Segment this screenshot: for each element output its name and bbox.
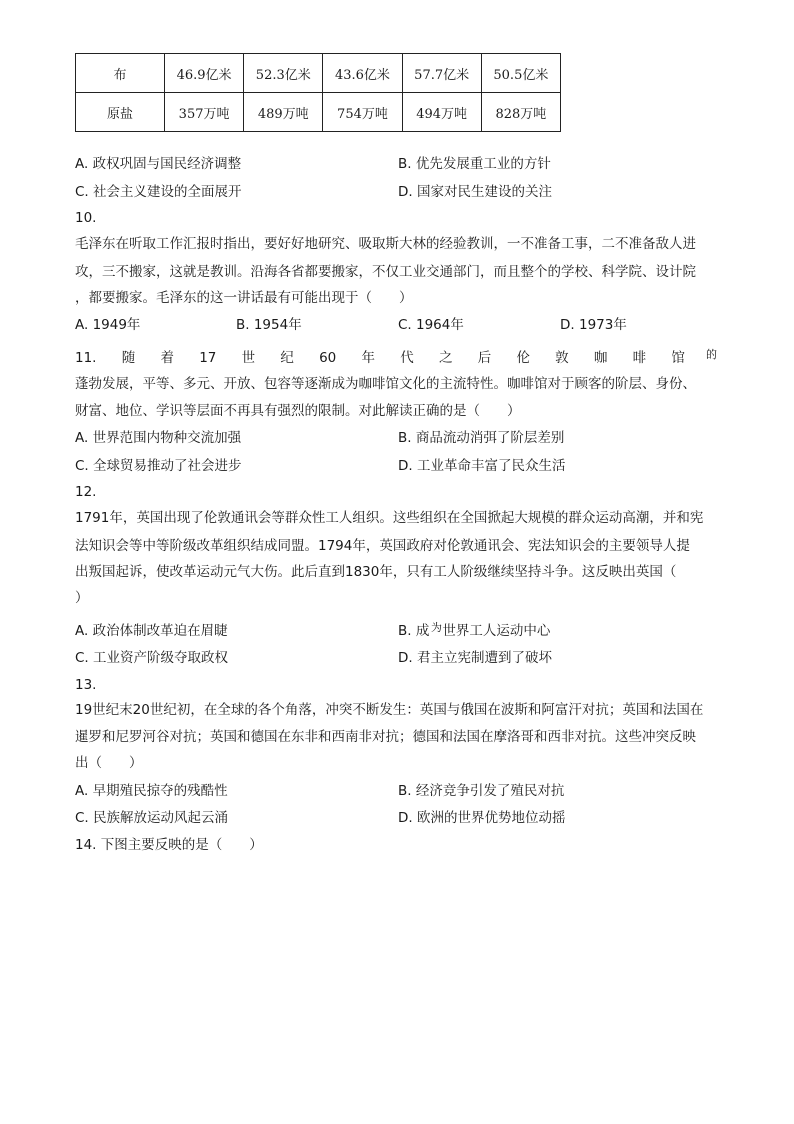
q13-option-a[interactable]: A. 早期殖民掠夺的残酷性 [75,783,228,799]
q11-char: 纪 [280,350,294,366]
q10-number: 10. [75,210,97,226]
table-cell: 828万吨 [481,93,560,132]
table-row [76,54,561,93]
q13-number: 13. [75,677,97,693]
table-cell: 50.5亿米 [481,54,560,93]
q10-option-a[interactable]: A. 1949年 [75,317,141,333]
q9-option-b[interactable]: B. 优先发展重工业的方针 [398,156,551,172]
q11-char: 伦 [516,350,530,366]
q11-char: 60 [319,350,337,366]
q13-option-c[interactable]: C. 民族解放运动风起云涌 [75,810,229,826]
q10-stem-line: ，都要搬家。毛泽东的这一讲话最有可能出现于（ ） [75,290,413,306]
q12-option-b[interactable] [398,621,550,641]
q11-stem-line: 蓬勃发展，平等、多元、开放、包容等逐渐成为咖啡馆文化的主流特性。咖啡馆对于顾客的阶层、身份、 [75,376,696,392]
q14-stem: 14. 下图主要反映的是（ ） [75,837,263,853]
q13-stem-line: 出（ ） [75,755,143,771]
q11-char: 馆 [671,350,685,366]
data-table [75,53,561,132]
table-cell: 52.3亿米 [244,54,323,93]
q11-char: 之 [438,350,453,366]
q10-stem-line: 毛泽东在听取工作汇报时指出，要好好地研究、吸取斯大林的经验教训，一不准备工事，二不准备敌人进 [75,236,696,252]
q11-char: 敦 [555,350,569,366]
q12-option-d[interactable]: D. 君主立宪制遭到了破坏 [398,650,552,666]
q10-stem-line: 攻，三不搬家，这就是教训。沿海各省都要搬家，不仅工业交通部门，而且整个的学校、科学院、设计院 [75,264,696,280]
q12-stem-line: 法知识会等中等阶级改革组织结成同盟。1794年，英国政府对伦敦通讯会、宪法知识会的主要领导人提 [75,538,690,554]
q12-option-b-end: 世界工人运动中心 [442,623,551,639]
q13-option-d[interactable]: D. 欧洲的世界优势地位动摇 [398,810,566,826]
q11-option-d[interactable]: D. 工业革命丰富了民众生活 [398,458,566,474]
q10-option-c[interactable]: C. 1964年 [398,317,464,333]
q12-option-b-start: B. 成 [398,623,430,639]
q11-char: 年 [361,350,375,366]
q9-option-c[interactable]: C. 社会主义建设的全面展开 [75,184,242,200]
q11-option-b[interactable]: B. 商品流动消弭了阶层差别 [398,430,565,446]
q13-option-b[interactable]: B. 经济竞争引发了殖民对抗 [398,783,565,799]
table-cell: 43.6亿米 [323,54,402,93]
q12-option-a[interactable]: A. 政治体制改革迫在眉睫 [75,623,228,639]
q9-option-a[interactable]: A. 政权巩固与国民经济调整 [75,156,242,172]
table-cell: 46.9亿米 [165,54,244,93]
q12-option-c[interactable]: C. 工业资产阶级夺取政权 [75,650,229,666]
table-cell: 754万吨 [323,93,402,132]
table-cell: 357万吨 [165,93,244,132]
q11-option-c[interactable]: C. 全球贸易推动了社会进步 [75,458,242,474]
table-cell: 布 [76,54,165,93]
q13-stem-line: 19世纪末20世纪初，在全球的各个角落，冲突不断发生：英国与俄国在波斯和阿富汗对抗；英国和法国在 [75,702,704,718]
q11-char: 代 [400,350,414,366]
q11-char: 11. [75,350,97,366]
q11-char: 17 [199,350,217,366]
q10-option-b[interactable]: B. 1954年 [236,317,302,333]
q11-stem-line: 财富、地位、学识等层面不再具有强烈的限制。对此解读正确的是（ ） [75,403,521,419]
q12-stem-line: 1791年，英国出现了伦敦通讯会等群众性工人组织。这些组织在全国掀起大规模的群众运动高潮，并和宪 [75,510,704,526]
q10-option-d[interactable]: D. 1973年 [560,317,627,333]
q11-char: 啡 [632,350,647,366]
table-row [76,93,561,132]
q11-char: 咖 [593,350,608,366]
table-cell: 489万吨 [244,93,323,132]
q11-first-line [75,348,685,368]
q11-superscript: 的 [706,348,717,361]
q11-char: 随 [121,350,136,366]
table-cell: 494万吨 [402,93,481,132]
q12-number: 12. [75,484,97,500]
q12-stem-line: 出叛国起诉，使改革运动元气大伤。此后直到1830年，只有工人阶级继续坚持斗争。这反映出英国（ [75,564,677,580]
q13-stem-line: 暹罗和尼罗河谷对抗；英国和德国在东非和西南非对抗；德国和法国在摩洛哥和西非对抗。这些冲突反映 [75,729,696,745]
table-cell: 原盐 [76,93,165,132]
table-cell: 57.7亿米 [402,54,481,93]
q12-stem-line: ） [75,590,89,606]
q11-char: 世 [241,350,256,366]
q11-char: 后 [477,350,492,366]
q11-option-a[interactable]: A. 世界范围内物种交流加强 [75,430,242,446]
q9-option-d[interactable]: D. 国家对民生建设的关注 [398,184,552,200]
q12-superscript: 为 [431,621,442,634]
q11-char: 着 [160,350,174,366]
